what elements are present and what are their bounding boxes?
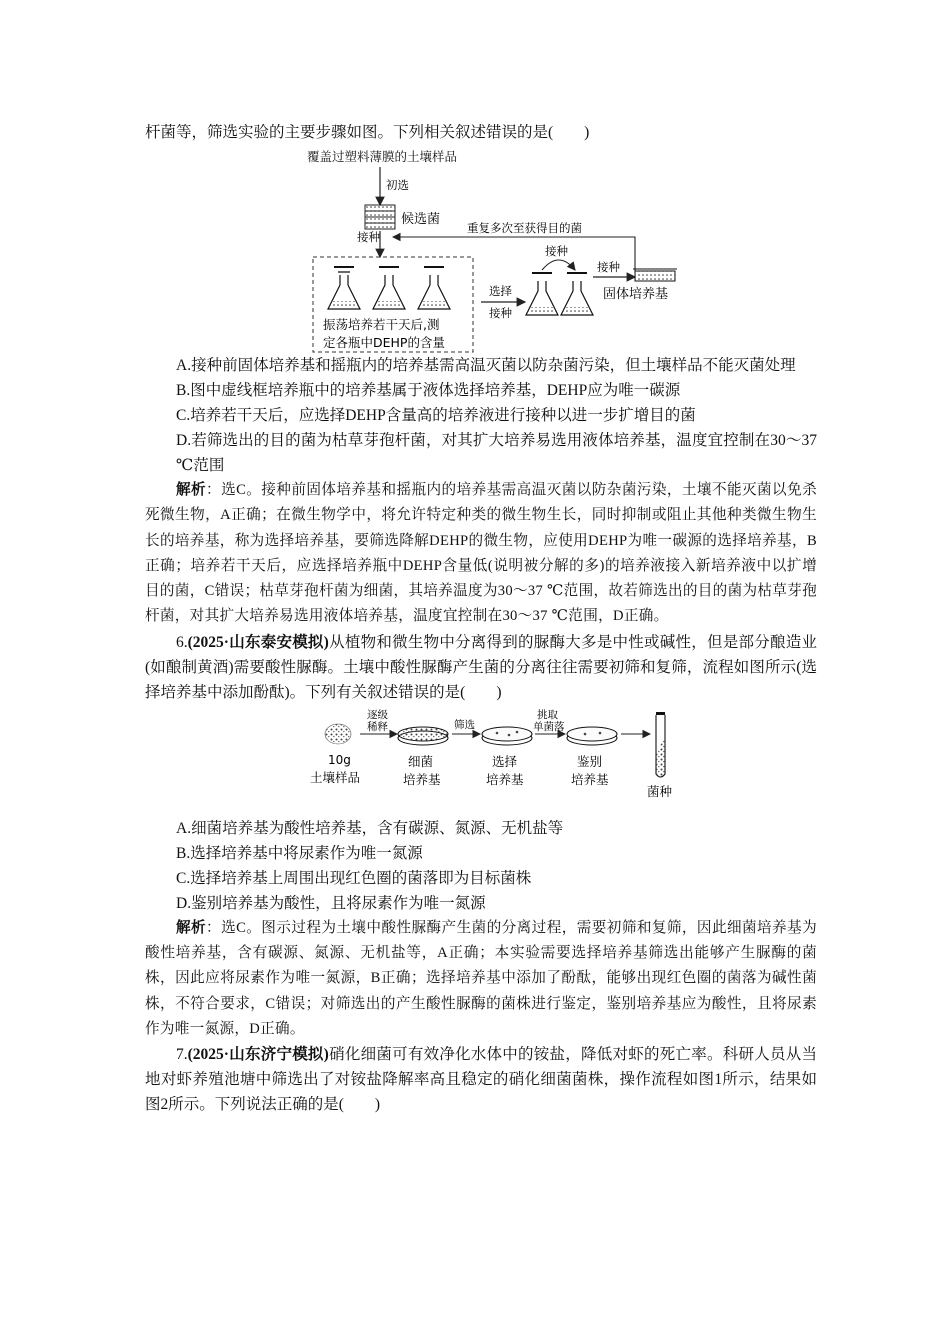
dilution-label-b: 稀释 bbox=[367, 720, 388, 733]
q5-option-c: C.培养若干天后，应选择DEHP含量高的培养液进行接种以进一步扩增目的菌 bbox=[176, 407, 696, 424]
selection-medium-label-a: 选择 bbox=[492, 753, 518, 769]
q7-stem-text: 硝化细菌可有效净化水体中的铵盐，降低对虾的死亡率。科研人员从当地对虾养殖池塘中筛选出了对铵盐降解率高且稳定的硝化细菌菌株，操作流程如图1所示，结果如图2所示。下列说法正确的是( ) bbox=[145, 1046, 817, 1114]
q6-figure bbox=[145, 708, 817, 808]
q6-solution bbox=[145, 916, 817, 1042]
box-caption-line2: 定各瓶中DEHP的含量 bbox=[323, 335, 445, 350]
q5-flow-diagram bbox=[145, 145, 817, 355]
petri-dish-icon bbox=[633, 269, 677, 281]
q7-source: (2025·山东济宁模拟) bbox=[187, 1046, 329, 1064]
q6-solution-text: ：选C。图示过程为土壤中酸性脲酶产生菌的分离过程，需要初筛和复筛，因此细菌培养基为酸性培养基，含有碳源、氮源、无机盐等，A正确；本实验需要选择培养基筛选出能够产生脲酶的菌株，因此应将尿素作为唯一氮源，B正确；选择培养基中添加了酚酞，能够出现红色圈的菌落为碱性菌株，不符合要求，C错误；对筛选出的产生酸性脲酶的菌株进行鉴定，鉴别培养基应为酸性，且将尿素作为唯一氮源，D正确。 bbox=[145, 919, 817, 1037]
select-inoculate-label: 接种 bbox=[489, 306, 512, 320]
inoculate-curve-arrow bbox=[542, 260, 575, 270]
soil-sample-icon bbox=[325, 724, 351, 744]
q5-figure bbox=[145, 145, 817, 355]
q6-option-d: D.鉴别培养基为酸性，且将尿素作为唯一氮源 bbox=[176, 894, 486, 912]
flask-icon bbox=[561, 273, 593, 315]
screen-label: 筛选 bbox=[454, 718, 475, 731]
repeat-label: 重复多次至获得目的菌 bbox=[467, 221, 582, 235]
q6-number: 6. bbox=[176, 633, 188, 651]
q5-solution-text: ：选C。接种前固体培养基和摇瓶内的培养基需高温灭菌以防杂菌污染，土壤不能灭菌以免杀死微生物，A正确；在微生物学中，将允许特定种类的微生物生长，同时抑制或阻止其他种类微生物生长的培养基，称为选择培养基，要筛选降解DEHP的微生物，应使用DEHP为唯一碳源的选择培养基，B正确；培养若干天后，应选择培养瓶中DEHP含量低(说明被分解的多)的培养液接入新培养液中以扩增目的菌，C错误；枯草芽孢杆菌为细菌，其培养温度为30～37 ℃范围，故若筛选出的目的菌为枯草芽孢杆菌，对其扩大培养易选用液体培养基，温度宜控制在30～37 ℃范围，D正确。 bbox=[145, 482, 817, 625]
q6-option-b: B.选择培养基中将尿素作为唯一氮源 bbox=[176, 844, 423, 862]
petri-dish-icon bbox=[567, 727, 617, 745]
q5-option-a: A.接种前固体培养基和摇瓶内的培养基需高温灭菌以防杂菌污染，但土壤样品不能灭菌处理 bbox=[176, 357, 796, 374]
q5-solution-label: 解析 bbox=[176, 482, 207, 498]
q6-flow-diagram bbox=[145, 708, 817, 808]
identify-medium-label-b: 培养基 bbox=[571, 771, 609, 787]
pick-label-b: 单菌落 bbox=[533, 720, 565, 733]
soil-mass-label: 10g bbox=[328, 752, 351, 767]
flask-icon bbox=[328, 267, 360, 309]
identify-medium-label-a: 鉴别 bbox=[577, 753, 603, 769]
q7-number: 7. bbox=[176, 1046, 188, 1064]
test-tube-icon bbox=[656, 712, 665, 777]
pick-label-a: 挑取 bbox=[537, 708, 558, 721]
flask-icon bbox=[526, 273, 558, 315]
bacteria-medium-label-b: 培养基 bbox=[403, 771, 441, 787]
box-caption-line1: 振荡培养若干天后,测 bbox=[323, 317, 440, 332]
strain-label: 菌种 bbox=[647, 783, 673, 799]
inoculate-left-label: 接种 bbox=[357, 230, 380, 244]
document-page bbox=[145, 120, 817, 1117]
flask-icon bbox=[418, 267, 450, 309]
flask-icon bbox=[373, 267, 405, 309]
q5-option-b: B.图中虚线框培养瓶中的培养基属于液体选择培养基，DEHP应为唯一碳源 bbox=[176, 382, 681, 399]
soil-sample-label: 覆盖过塑料薄膜的土壤样品 bbox=[307, 149, 458, 164]
q6-source: (2025·山东泰安模拟) bbox=[187, 633, 329, 651]
select-label: 选择 bbox=[489, 284, 512, 298]
q6-solution-label: 解析 bbox=[176, 919, 207, 936]
q5-option-d: D.若筛选出的目的菌为枯草芽孢杆菌，对其扩大培养易选用液体培养基，温度宜控制在30～37 ℃范围 bbox=[176, 432, 817, 474]
petri-dish-icon bbox=[482, 727, 532, 745]
q7-stem bbox=[145, 1042, 817, 1117]
q5-solution bbox=[145, 478, 817, 630]
q6-option-c: C.选择培养基上周围出现红色圈的菌落即为目标菌株 bbox=[176, 869, 532, 887]
q6-stem bbox=[145, 630, 817, 705]
soil-sample-label2: 土壤样品 bbox=[310, 769, 361, 785]
q6-option-a: A.细菌培养基为酸性培养基，含有碳源、氮源、无机盐等 bbox=[176, 819, 564, 837]
repeat-arrow bbox=[393, 237, 635, 241]
initial-screen-label: 初选 bbox=[386, 178, 409, 192]
bacteria-medium-label-a: 细菌 bbox=[408, 753, 434, 769]
selection-medium-label-b: 培养基 bbox=[486, 771, 524, 787]
inoculate-top-label: 接种 bbox=[545, 244, 568, 258]
candidate-label: 候选菌 bbox=[401, 212, 441, 227]
petri-dish-icon bbox=[398, 727, 448, 745]
q5-stem-tail: 杆菌等，筛选实验的主要步骤如图。下列相关叙述错误的是( ) bbox=[145, 124, 590, 141]
inoculate-right-label: 接种 bbox=[597, 260, 620, 274]
dilution-label-a: 逐级 bbox=[367, 708, 388, 721]
soil-container-icon bbox=[365, 205, 395, 229]
q6-stem-text: 从植物和微生物中分离得到的脲酶大多是中性或碱性，但是部分酿造业(如酿制黄酒)需要酸性脲酶。土壤中酸性脲酶产生菌的分离往往需要初筛和复筛，流程如图所示(选择培养基中添加酚酞)。下列有关叙述错误的是( ) bbox=[145, 633, 817, 701]
solid-medium-label: 固体培养基 bbox=[603, 287, 669, 302]
